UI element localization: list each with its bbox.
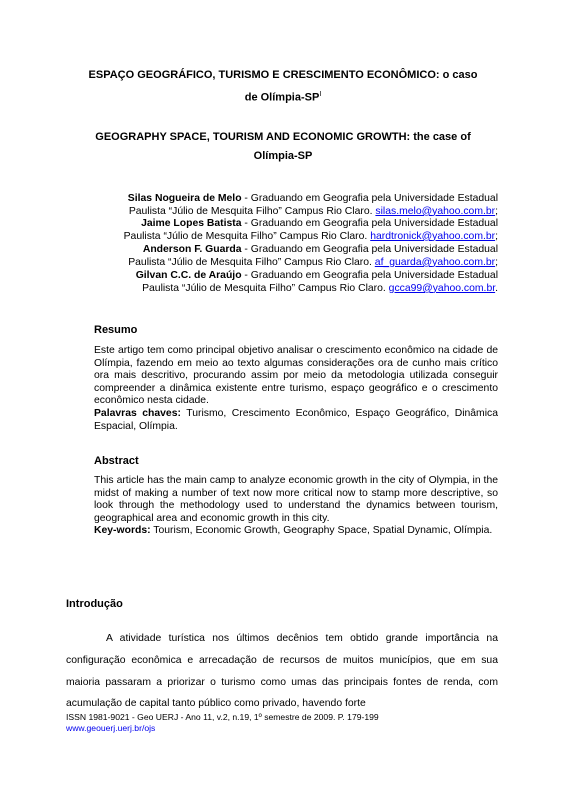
author-email-link[interactable]: gcca99@yahoo.com.br xyxy=(388,282,496,294)
footer-citation: ISSN 1981-9021 - Geo UERJ - Ano 11, v.2, n.19, 1º semestre de 2009. P. 179-199 xyxy=(66,712,379,722)
author-line xyxy=(58,257,498,270)
introducao-heading: Introdução xyxy=(66,598,123,610)
author-institution: Paulista “Júlio de Mesquita Filho” Campus Rio Claro. xyxy=(123,230,371,242)
title-en-line1: GEOGRAPHY SPACE, TOURISM AND ECONOMIC GROWTH: the case of xyxy=(95,131,471,143)
author-line xyxy=(58,193,498,206)
author-line-end: ; xyxy=(495,205,498,217)
author-line xyxy=(58,206,498,219)
resumo-heading: Resumo xyxy=(94,324,138,336)
author-line-end: . xyxy=(495,282,498,294)
author-affiliation: - Graduando em Geografia pela Universidade Estadual xyxy=(241,218,498,229)
title-pt-line2-wrap xyxy=(60,85,506,108)
author-affiliation: - Graduando em Geografia pela Universidade Estadual xyxy=(241,270,498,281)
author-affiliation: - Graduando em Geografia pela Universidade Estadual xyxy=(241,244,498,255)
paper-title-pt xyxy=(60,66,506,108)
introducao-text: A atividade turística nos últimos decênios tem obtido grande importância na configuração econômica e arrecadação de recursos de muitos municípios, que em sua maioria passaram a priorizar o turismo como umas das principais fontes de renda, com acumulação de capital tanto público como privado, havendo forte xyxy=(66,633,498,710)
author-email-link[interactable]: silas.melo@yahoo.com.br xyxy=(375,205,496,217)
author-institution: Paulista “Júlio de Mesquita Filho” Campus Rio Claro. xyxy=(142,282,389,294)
author-line xyxy=(58,283,498,296)
abstract-heading: Abstract xyxy=(94,455,139,467)
author-affiliation: - Graduando em Geografia pela Universidade Estadual xyxy=(241,193,498,204)
abstract-keywords: Tourism, Economic Growth, Geography Space, Spatial Dynamic, Olímpia. xyxy=(150,525,493,537)
author-name: Jaime Lopes Batista xyxy=(141,218,242,229)
author-name: Gilvan C.C. de Araújo xyxy=(135,270,242,281)
resumo-keywords: Turismo, Crescimento Econômico, Espaço Geográfico, Dinâmica Espacial, Olímpia. xyxy=(94,407,499,432)
author-line xyxy=(58,231,498,244)
page-footer xyxy=(66,712,379,734)
author-institution: Paulista “Júlio de Mesquita Filho” Campus Rio Claro. xyxy=(128,205,376,217)
abstract-keywords-label: Key-words: xyxy=(94,525,151,537)
author-line xyxy=(58,218,498,231)
author-email-link[interactable]: hardtronick@yahoo.com.br xyxy=(370,230,496,242)
author-name: Silas Nogueira de Melo xyxy=(127,193,242,204)
author-line-end: ; xyxy=(495,256,498,268)
title-pt-line1: ESPAÇO GEOGRÁFICO, TURISMO E CRESCIMENTO ECONÔMICO: o caso xyxy=(88,69,478,81)
title-footnote-mark: I xyxy=(319,91,322,98)
author-name: Anderson F. Guarda xyxy=(142,244,242,255)
paper-title-en xyxy=(60,128,506,166)
author-line xyxy=(58,244,498,257)
abstract-block xyxy=(94,475,498,538)
resumo-keywords-label: Palavras chaves: xyxy=(94,407,181,419)
author-line xyxy=(58,270,498,283)
title-pt-line2: de Olímpia-SP xyxy=(244,91,320,104)
resumo-block xyxy=(94,345,498,433)
abstract-text: This article has the main camp to analyze economic growth in the city of Olympia, in the midst of making a number of text now more critical now to stamp more descriptive, so look through the methodology used to understand the dynamics between tourism, geographical area and economic growth in this city. xyxy=(94,475,498,524)
footer-url[interactable]: www.geouerj.uerj.br/ojs xyxy=(66,723,156,733)
author-institution: Paulista “Júlio de Mesquita Filho” Campus Rio Claro. xyxy=(128,256,375,268)
resumo-text: Este artigo tem como principal objetivo analisar o crescimento econômico na cidade de Olímpia, fazendo em meio ao texto algumas considerações ora de cunho mais crítico ora mais descritivo, procurando assim por meio da metodologia utilizada conseguir compreender a dinâmica existente entre turismo, espaço geográfico e o crescimento econômico nesta cidade. xyxy=(94,345,498,407)
title-en-line2: Olímpia-SP xyxy=(253,150,313,162)
author-email-link[interactable]: af_guarda@yahoo.com.br xyxy=(374,256,496,268)
author-line-end: ; xyxy=(495,230,498,242)
